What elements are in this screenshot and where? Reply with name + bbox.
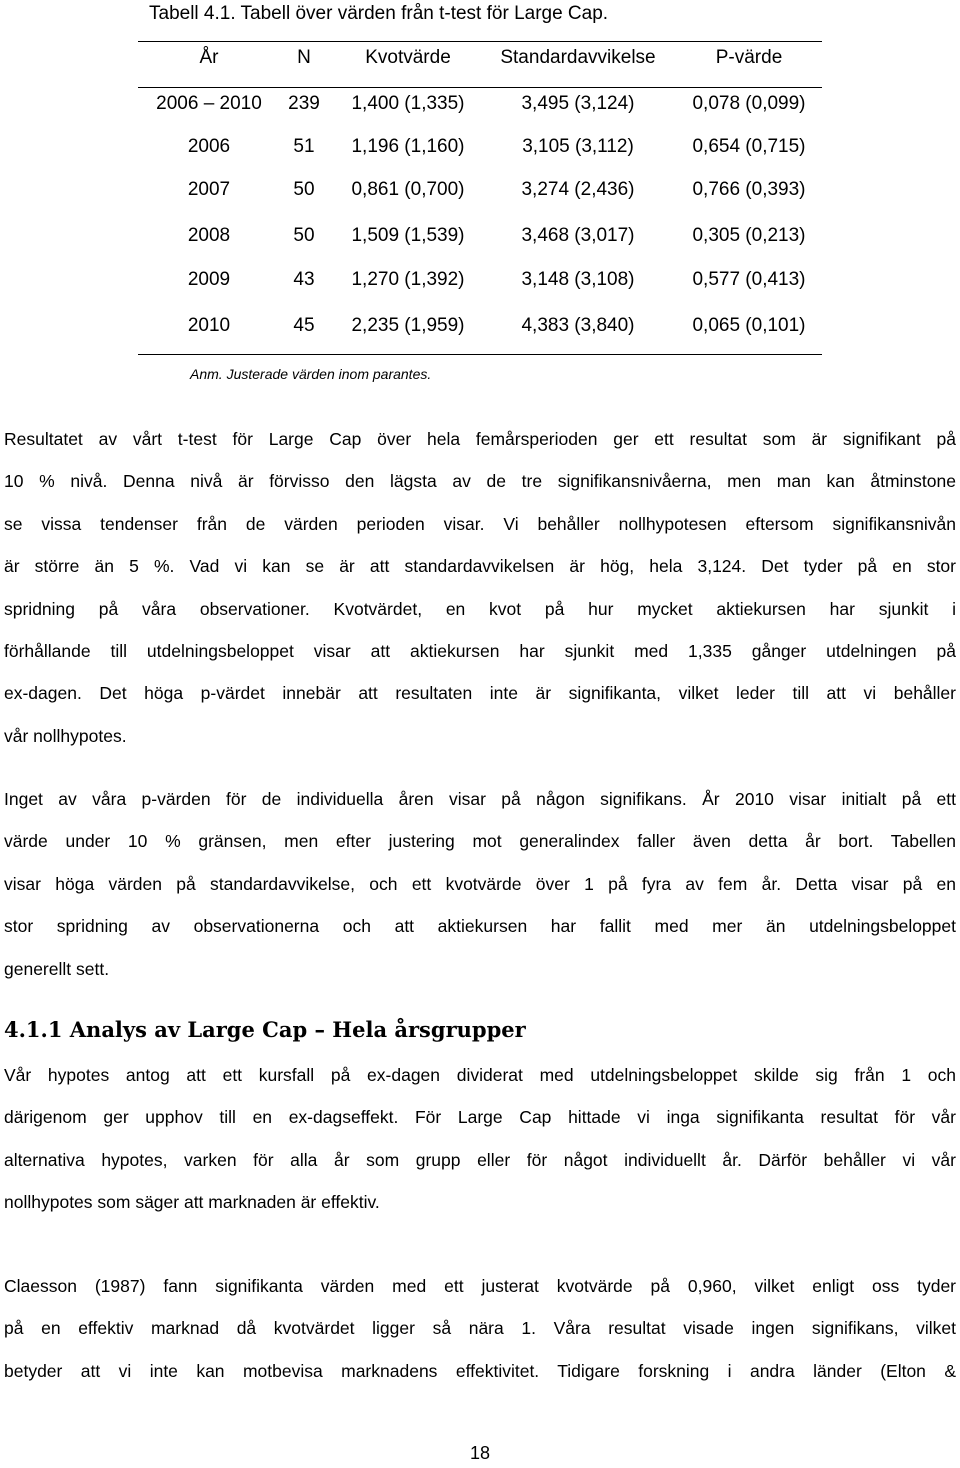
cell-p-varde: 0,577 (0,413) bbox=[692, 269, 806, 290]
text-line: 10 % nivå. Denna nivå är förvisso den lägsta av de tre signifikansnivåerna, men man kan åtminstone bbox=[4, 471, 956, 492]
cell-p-varde: 0,766 (0,393) bbox=[692, 179, 806, 200]
text-line: Inget av våra p-värden för de individuella åren visar på någon signifikans. År 2010 visar initialt på ett bbox=[4, 789, 956, 809]
cell-kvotvarde: 1,270 (1,392) bbox=[351, 269, 465, 290]
cell-p-varde: 0,654 (0,715) bbox=[692, 136, 806, 157]
text-line: betyder att vi inte kan motbevisa marknadens effektivitet. Tidigare forskning i andra länder (Elton & bbox=[4, 1360, 956, 1381]
cell-n: 51 bbox=[293, 136, 315, 157]
text-line: alternativa hypotes, varken för alla år som grupp eller för något individuellt år. Därför behåller vi vår bbox=[4, 1149, 956, 1170]
table-bottom-rule bbox=[138, 354, 822, 355]
cell-n: 239 bbox=[288, 93, 320, 114]
table-row bbox=[0, 265, 960, 295]
cell-p-varde: 0,305 (0,213) bbox=[692, 225, 806, 246]
table-header-row bbox=[0, 43, 960, 73]
table-top-rule bbox=[138, 41, 822, 42]
cell-kvotvarde: 1,509 (1,539) bbox=[351, 225, 465, 246]
cell-year: 2009 bbox=[187, 269, 231, 290]
text-line: stor spridning av observationerna och att aktiekursen har fallit med mer än utdelningsbeloppet bbox=[4, 916, 956, 937]
cell-kvotvarde: 2,235 (1,959) bbox=[351, 315, 465, 336]
table-row bbox=[0, 221, 960, 251]
paragraph-1 bbox=[4, 418, 956, 757]
header-n: N bbox=[297, 47, 311, 68]
header-standardavvikelse: Standardavvikelse bbox=[500, 47, 656, 68]
cell-standardavvikelse: 3,148 (3,108) bbox=[521, 269, 635, 290]
cell-p-varde: 0,078 (0,099) bbox=[692, 93, 806, 114]
page-number: 18 bbox=[469, 1443, 491, 1463]
table-header-rule bbox=[138, 87, 822, 88]
table-row bbox=[0, 175, 960, 205]
cell-n: 45 bbox=[293, 315, 315, 336]
cell-standardavvikelse: 3,495 (3,124) bbox=[521, 93, 635, 114]
text-line: se vissa tendenser från de värden perioden visar. Vi behåller nollhypotesen eftersom signifikansnivån bbox=[4, 513, 956, 534]
text-line: Resultatet av vårt t-test för Large Cap över hela femårsperioden ger ett resultat som är signifikant på bbox=[4, 429, 956, 449]
table-caption: Tabell 4.1. Tabell över värden från t-test för Large Cap. bbox=[149, 3, 609, 24]
text-line: nollhypotes som säger att marknaden är effektiv. bbox=[4, 1192, 380, 1213]
cell-year: 2008 bbox=[187, 225, 231, 246]
cell-year: 2006 bbox=[187, 136, 231, 157]
text-line: Claesson (1987) fann signifikanta värden med ett justerat kvotvärde på 0,960, vilket enligt oss tyder bbox=[4, 1276, 956, 1296]
paragraph-3 bbox=[4, 1054, 956, 1224]
header-p-varde: P-värde bbox=[715, 47, 783, 68]
header-kvotvarde: Kvotvärde bbox=[365, 47, 451, 68]
header-year: År bbox=[199, 47, 219, 68]
text-line: vår nollhypotes. bbox=[4, 725, 127, 746]
cell-standardavvikelse: 3,274 (2,436) bbox=[521, 179, 635, 200]
text-line: visar höga värden på standardavvikelse, och ett kvotvärde över 1 på fyra av fem år. Detta visar på en bbox=[4, 873, 956, 894]
cell-kvotvarde: 1,196 (1,160) bbox=[351, 136, 465, 157]
cell-year: 2006 – 2010 bbox=[156, 93, 262, 114]
text-line: värde under 10 % gränsen, men efter justering mot generalindex faller även detta år bort. Tabellen bbox=[4, 831, 956, 852]
text-line: därigenom ger upphov till en ex-dagseffekt. För Large Cap hittade vi inga signifikanta resultat för vår bbox=[4, 1107, 956, 1128]
text-line: förhållande till utdelningsbeloppet visar att aktiekursen har sjunkit med 1,335 gånger utdelningen på bbox=[4, 640, 956, 661]
text-line: Vår hypotes antog att ett kursfall på ex-dagen dividerat med utdelningsbeloppet skilde sig från 1 och bbox=[4, 1065, 956, 1085]
cell-year: 2010 bbox=[187, 315, 231, 336]
cell-standardavvikelse: 4,383 (3,840) bbox=[521, 315, 635, 336]
table-row bbox=[0, 132, 960, 162]
text-line: på en effektiv marknad då kvotvärdet ligger så nära 1. Våra resultat visade ingen signifikans, vilket bbox=[4, 1318, 956, 1339]
cell-n: 50 bbox=[293, 179, 315, 200]
text-line: är större än 5 %. Vad vi kan se är att standardavvikelsen är hög, hela 3,124. Det tyder på en stor bbox=[4, 556, 956, 577]
section-heading: 4.1.1 Analys av Large Cap – Hela årsgrupper bbox=[4, 1017, 526, 1042]
cell-p-varde: 0,065 (0,101) bbox=[692, 315, 806, 336]
cell-year: 2007 bbox=[187, 179, 231, 200]
cell-n: 43 bbox=[293, 269, 315, 290]
cell-kvotvarde: 1,400 (1,335) bbox=[351, 93, 465, 114]
cell-n: 50 bbox=[293, 225, 315, 246]
paragraph-4 bbox=[4, 1265, 956, 1392]
text-line: spridning på våra observationer. Kvotvärdet, en kvot på hur mycket aktiekursen har sjunkit i bbox=[4, 598, 956, 619]
cell-standardavvikelse: 3,468 (3,017) bbox=[521, 225, 635, 246]
table-note: Anm. Justerade värden inom parantes. bbox=[190, 366, 432, 382]
cell-standardavvikelse: 3,105 (3,112) bbox=[522, 136, 634, 157]
table-row bbox=[0, 311, 960, 341]
text-line: ex-dagen. Det höga p-värdet innebär att resultaten inte är signifikanta, vilket leder till att vi behåller bbox=[4, 683, 956, 704]
text-line: generellt sett. bbox=[4, 958, 110, 979]
paragraph-2 bbox=[4, 778, 956, 990]
table-row bbox=[0, 89, 960, 119]
cell-kvotvarde: 0,861 (0,700) bbox=[351, 179, 465, 200]
